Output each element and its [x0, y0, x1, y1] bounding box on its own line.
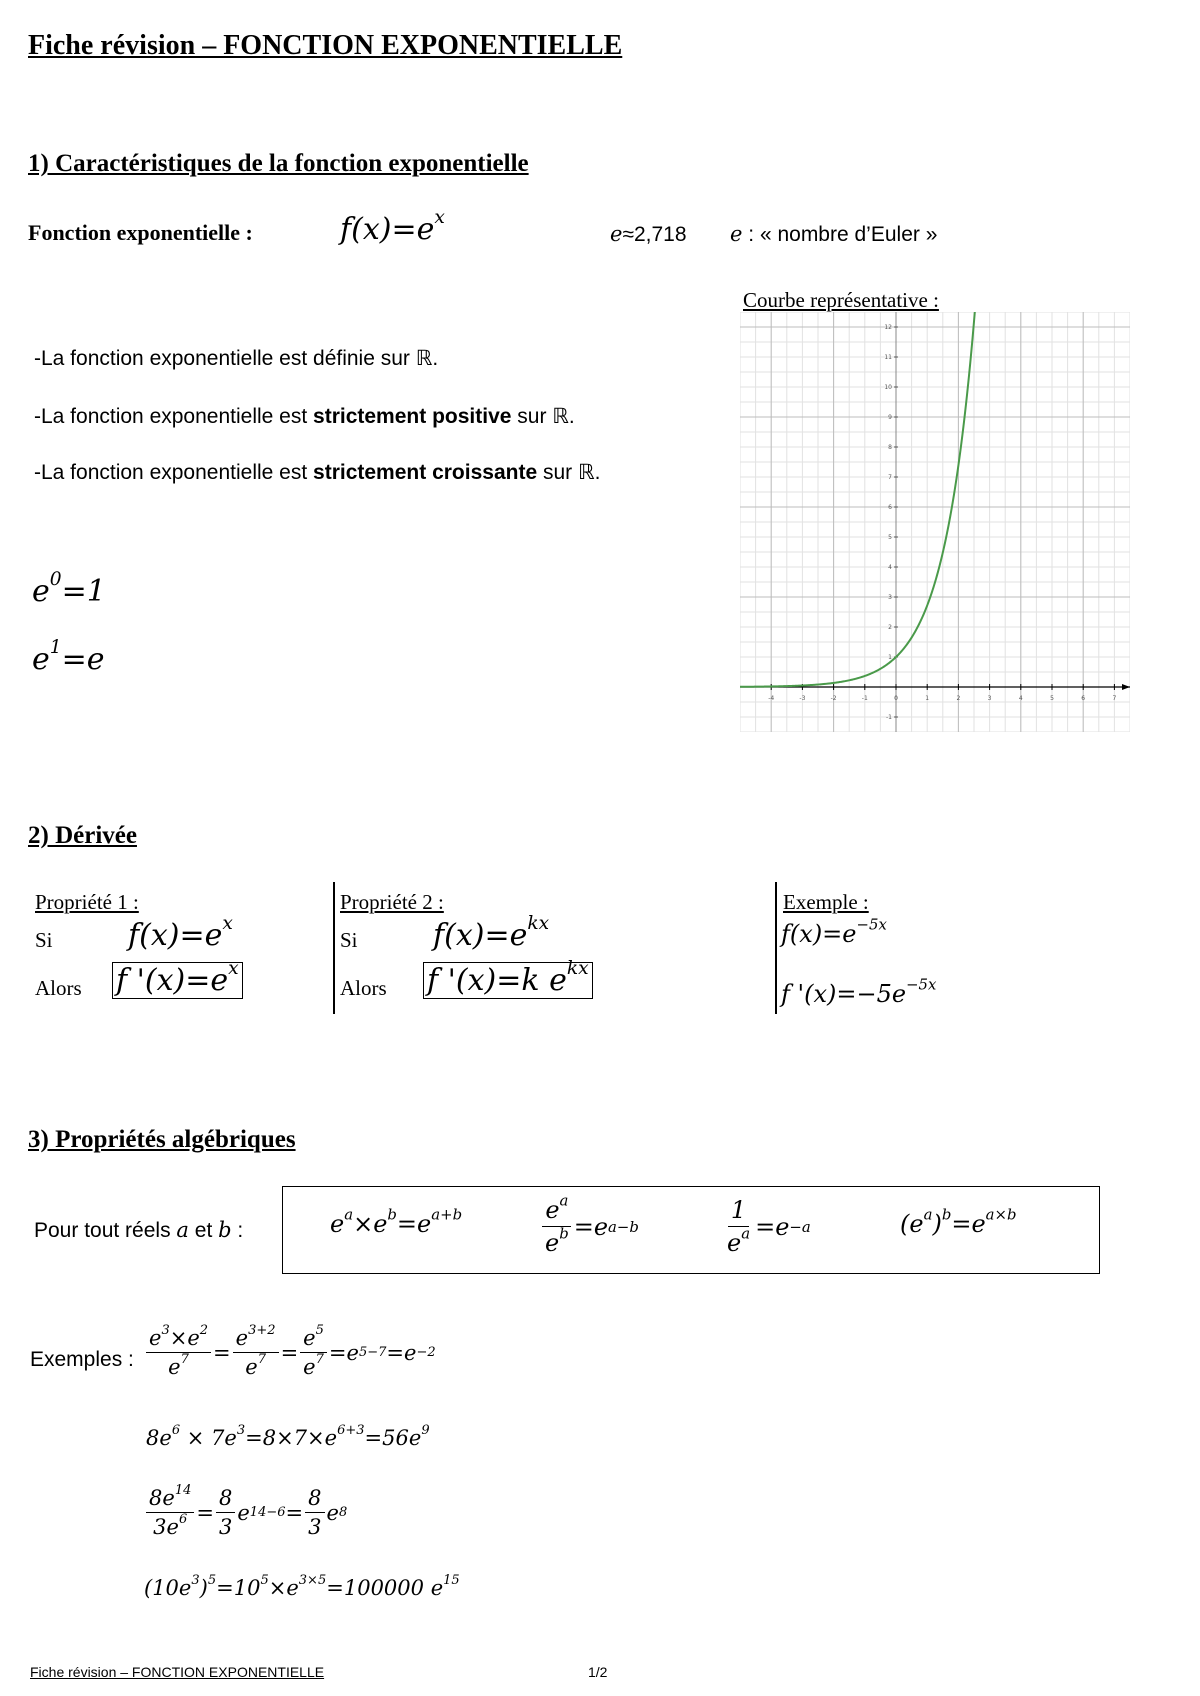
footer-title: Fiche révision – FONCTION EXPONENTIELLE [30, 1664, 325, 1680]
x-tick-label: -2 [830, 695, 837, 702]
prop1-si: Si [35, 928, 53, 952]
page-title: Fiche révision – FONCTION EXPONENTIELLE [28, 30, 623, 61]
exponential-chart [740, 312, 1130, 732]
x-tick-label: -3 [799, 695, 806, 702]
section-1-heading: 1) Caractéristiques de la fonction exponentielle [28, 150, 529, 177]
section-3-heading: 3) Propriétés algébriques [28, 1126, 296, 1153]
fonction-formula: $f(x)=e^x$ [340, 207, 445, 247]
prop1-f: $f(x)=e^x$ [128, 913, 233, 953]
prop2-fprime: f '(x)=k $e^{kx}$ [423, 962, 593, 999]
x-tick-label: 7 [1112, 695, 1117, 702]
identity-e0: $e^0=1$ [32, 569, 106, 609]
prop1-alors: Alors [35, 976, 82, 1000]
example-2: $8e^6 \times 7e^3=8\times 7\times e^{6+3}=56e^9$ [146, 1422, 430, 1450]
example-4: $(10e^3)^5=10^5\times e^{3\times 5}=100000$ $e^{15}$ [144, 1572, 460, 1600]
prop2-si: Si [340, 928, 358, 952]
x-tick-label: -4 [768, 695, 775, 702]
y-tick-label: 12 [884, 324, 892, 331]
divider-1 [333, 882, 335, 1014]
prop2-title: Propriété 2 : [340, 890, 444, 914]
y-tick-label: 7 [888, 474, 892, 481]
x-tick-label: 0 [894, 695, 898, 702]
y-tick-label: 9 [888, 414, 892, 421]
y-tick-label: 2 [888, 624, 892, 631]
y-tick-label: 5 [888, 534, 892, 541]
section3-intro: Pour tout réels a et b : [34, 1218, 244, 1242]
bullet-definie: -La fonction exponentielle est définie sur ℝ. [34, 347, 439, 370]
x-tick-label: 1 [925, 695, 930, 702]
x-tick-label: 6 [1081, 695, 1086, 702]
y-tick-label: 3 [888, 594, 892, 601]
y-tick-label: -1 [886, 714, 892, 721]
prop1-fprime: f '$(x)=e^x$ [112, 962, 243, 999]
prop-quotient: $\frac{e^a}{e^b}$ = e a−b [540, 1196, 639, 1257]
x-tick-label: -1 [861, 695, 868, 702]
bullet-croissante: -La fonction exponentielle est strictement croissante sur ℝ. [34, 461, 601, 484]
y-tick-label: 4 [888, 564, 892, 571]
section-2-heading: 2) Dérivée [28, 822, 137, 849]
x-tick-label: 3 [987, 695, 992, 702]
y-tick-label: 1 [888, 654, 892, 661]
example-fprime: f '$(x)=-5e^{-5x}$ [781, 975, 937, 1008]
euler-name: e : « nombre d’Euler » [730, 222, 938, 246]
x-axis-arrow [1122, 684, 1130, 690]
prop-inverse: $\frac{1}{e^a}$ = e −a [727, 1196, 811, 1257]
example-1: $\frac{e^3\times e^2}{e^7}$ = $\frac{e^{3+2}}{e^7}$ = $\frac{e^5}{e^7}$ = e 5−7 = e −2 [144, 1326, 436, 1379]
euler-approx: e≈2,718 [610, 222, 687, 246]
curve-title: Courbe représentative : [743, 288, 939, 312]
x-tick-label: 5 [1050, 695, 1054, 702]
exp-curve [740, 312, 975, 687]
example-title: Exemple : [783, 890, 869, 914]
prop1-title: Propriété 1 : [35, 890, 139, 914]
examples-label: Exemples : [30, 1348, 134, 1371]
y-tick-label: 11 [884, 354, 892, 361]
prop2-alors: Alors [340, 976, 387, 1000]
y-tick-label: 10 [884, 384, 892, 391]
y-tick-label: 6 [888, 504, 892, 511]
page-number: 1/2 [588, 1664, 608, 1680]
prop-power: $(e^a)^b=e^{a\times b}$ [900, 1205, 1017, 1238]
example-f: $f(x)=e^{-5x}$ [781, 915, 887, 948]
y-tick-label: 8 [888, 444, 892, 451]
divider-2 [775, 882, 777, 1014]
bullet-positive: -La fonction exponentielle est strictement positive sur ℝ. [34, 405, 575, 428]
fonction-label: Fonction exponentielle : [28, 220, 253, 245]
x-tick-label: 2 [956, 695, 961, 702]
example-3: $\frac{8e^{14}}{3e^6}$ = $\frac{8}{3}$ e 14−6 = $\frac{8}{3}$ e 8 [144, 1486, 347, 1539]
identity-e1: $e^1=e$ [32, 637, 105, 677]
prop2-f: $f(x)=e^{kx}$ [433, 913, 550, 953]
x-tick-label: 4 [1018, 695, 1023, 702]
prop-product: $e^a\times e^b=e^{a+b}$ [330, 1205, 463, 1238]
